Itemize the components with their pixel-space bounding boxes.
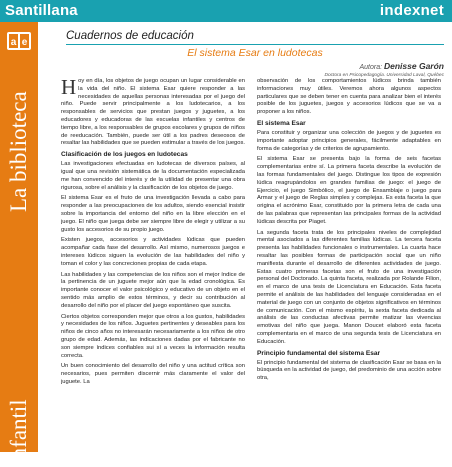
article-column-right [257,78,441,448]
paragraph: La segunda faceta trata de los principales niveles de complejidad mental asociados a las diferentes familias lúdicas. La tercera faceta presenta las habilidades funcionales o instrumentales. La cuarta hace resaltar las posibles formas de participación social que un niño manifiesta durante el desarrollo de diferentes actividades de juego. Estas cuatro primeras facetas son el fruto de una investigación personal del Doctorado. La quinta faceta, realizada por Rolande Filion, en el marco de una tesis de Licenciatura en Educación. Esta faceta permite el análisis de las habilidades del lenguaje consideradas en el material de juego con un conjunto de objetos significativos en términos de comunicación. Con el mismo espíritu, la sexta faceta dedicada al análisis de las conductas afectivas permite matizar las vivencias emotivas del niño que juega. Manon Doucet elaboró esta faceta complementaria en el marco de una segunda tesis de Licenciatura en Educación. [257,229,441,345]
author-line [359,61,444,71]
top-banner [0,0,452,22]
dropcap: H [61,78,77,99]
author-label: Autora: [359,64,383,71]
paragraph: Existen juegos, accesorios y actividades lúdicas que pueden acompañar cada fase del desarrollo. Así mismo, numerosos juegos e intereses lúdicos siguen la evolución de las habilidades del niño y toman el color y las concreciones propias de cada etapa. [61,237,245,267]
intro-text: oy en día, los objetos de juego ocupan un lugar considerable en la vida del niño. El sistema Esar quiere responder a las necesidades de aquellas personas interesadas por el juego del niño. Puede servir principalmente a los ludotecarios, a los responsables de servicios que prestan juegos y juguetes, a los educadores y educadoras de las escuelas infantiles y centros de tiempo libre, a los responsables de grupos escolares y grupos de niños de reeducación. También, puede ser útil a los padres deseosos de resaltar las habilidades que se pueden estimular a través de los juegos. [61,78,245,147]
paragraph: Para constituir y organizar una colección de juegos y de juguetes es importante adoptar principios generales, fácilmente adaptables en forma de categorías y de criterios de agrupamiento. [257,129,441,152]
svg-text:a: a [10,37,17,48]
author-role: Doctora en Psicopedagogía. Universidad Laval, Québec [324,73,444,78]
paragraph: observación de los comportamientos lúdicos brinda también informaciones muy útiles. Veremos ahora algunos aspectos particulares que se deben tener en cuenta para analizar bien el interés posible de los juguetes, juegos y accesorios lúdicos que se va a proponer a los niños. [257,78,441,116]
indexnet-logo[interactable]: indexnet [379,2,444,19]
article-title: El sistema Esar en ludotecas [187,47,323,59]
infantil-label: Infantil [6,399,31,467]
paragraph: El sistema Esar es el fruto de una investigación llevada a cabo para responder a las preocupaciones de los adultos, siendo esencial insistir sobre la importancia del entorno del niño en la libre elección en el juego. El niño que juega debe ser siempre libre de elegir y utilizar a su gusto los accesorios de su propio juego. [61,195,245,233]
author-name: Denisse Garón [384,61,444,71]
article-column-left [61,78,245,448]
paragraph: El principio fundamental del sistema de clasificación Esar se basa en la búsqueda en la actividad de juego, del predominio de una acción sobre otra, [257,359,441,382]
paragraph: Las investigaciones efectuadas en ludotecas de diversos países, al igual que una revisión sistemática de la documentación especializada me han convencido del interés y de la utilidad de presentar una obra rigurosa, sobre el análisis y la clasificación de los objetos de juego. [61,161,245,191]
sidebar [0,22,38,467]
svg-text:e: e [21,37,28,48]
paragraph: Ciertos objetos corresponden mejor que otros a los gustos, habilidades y necesidades de los niños. Juguetes pertinentes y deseables para los niños de cinco años no interesarán necesariamente a los niños de otro grupo de edad. Además, las indicaciones dadas por el fabricante no son siempre índices confiables sui sí a veces la información resulta correcta. [61,313,245,359]
santillana-logo[interactable]: Santillana [5,2,78,19]
book-icon [6,30,32,52]
paragraph: El sistema Esar se presenta bajo la forma de seis facetas complementarias entre sí. La primera faceta describe la evolución de las formas fundamentales del juego. Distingue los tipos de expresión lúdica reagrupándolos en grandes familias de juego: el juego de Ejercicio, el juego Simbólico, el juego de Ensamblaje o juego para Armar y el juego de Reglas simples y complejas. Es esta faceta la que origina el acrónimo Esar, constituido por la primera letra de cada una de las palabras que representan las principales formas de la actividad lúdicas descrita por Piaget. [257,156,441,225]
paragraph: Las habilidades y las competencias de los niños son el mejor índice de la pertinencia de un juguete mejor aún que la edad cronológica. Es importante conocer el valor psicológico y educativo de un objeto en el sentido más amplio de estos términos, y decir su contribución al desarrollo del niño por el placer del juego espontáneo que suscita. [61,271,245,309]
heading-sistema-esar: El sistema Esar [257,119,306,127]
section-title: Cuadernos de educación [66,30,194,42]
paragraph: Un buen conocimiento del desarrollo del niño y una actitud crítica son necesarios, pues permiten discernir más claramente el valor del juguete. La [61,363,245,385]
heading-clasificacion: Clasificación de los juegos en ludotecas [61,151,188,159]
intro-paragraph [61,78,245,148]
section-divider [66,44,444,45]
heading-principio: Principio fundamental del sistema Esar [257,349,381,357]
la-biblioteca-label: La biblioteca [6,91,31,212]
